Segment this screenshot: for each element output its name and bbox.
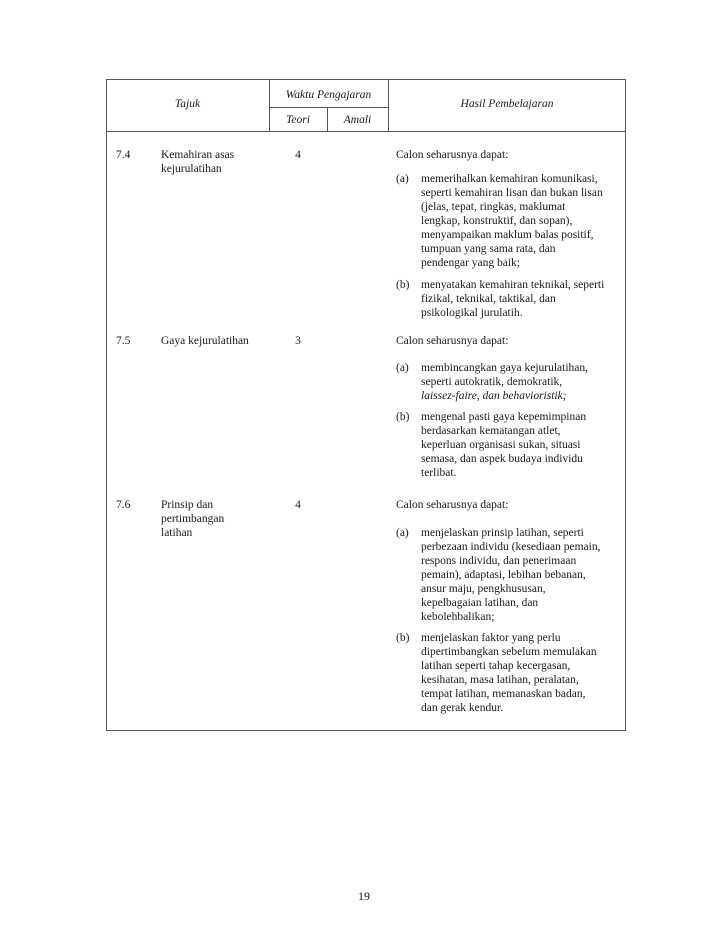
outcome-line: lengkap, konstruktif, dan sopan), <box>421 215 573 227</box>
outcome-line: psikologikal jurulatih. <box>421 307 523 319</box>
outcome-label: (b) <box>396 632 410 644</box>
row-title-line: Gaya kejurulatihan <box>161 335 249 347</box>
header-teori: Teori <box>286 114 310 126</box>
outcome-line: dipertimbangkan sebelum memulakan <box>421 646 597 658</box>
row-number: 7.6 <box>116 499 131 511</box>
outcome-line: perbezaan individu (kesediaan pemain, <box>421 541 601 553</box>
outcome-line: kebolehbalikan; <box>421 611 495 623</box>
row-number: 7.5 <box>116 335 131 347</box>
outcome-line: dan gerak kendur. <box>421 702 504 714</box>
row-teori: 3 <box>295 335 301 347</box>
outcome-line: pendengar yang baik; <box>421 257 520 269</box>
outcome-line: menjelaskan faktor yang perlu <box>421 632 561 644</box>
header-subrule <box>269 107 388 108</box>
outcome-line: tempat latihan, memanaskan badan, <box>421 688 586 700</box>
outcome-label: (b) <box>396 279 410 291</box>
outcome-text <box>421 631 597 715</box>
row-teori: 4 <box>295 149 301 161</box>
header-waktu-pengajaran: Waktu Pengajaran <box>285 89 372 101</box>
row-intro: Calon seharusnya dapat: <box>396 499 509 511</box>
outcome-text <box>421 361 588 403</box>
outcome-line: menyatakan kemahiran teknikal, seperti <box>421 279 605 291</box>
row-title-line: latihan <box>161 527 193 539</box>
outcome-line: ansur maju, pengkhususan, <box>421 583 546 595</box>
outcome-text <box>421 278 604 320</box>
row-title-line: pertimbangan <box>161 513 225 525</box>
row-title-line: Kemahiran asas <box>161 149 235 161</box>
outcome-line: kepelbagaian latihan, dan <box>421 597 539 609</box>
outcome-line: respons individu, dan penerimaan <box>421 555 577 567</box>
outcome-line: mengenal pasti gaya kepemimpinan <box>421 411 587 423</box>
outcome-line: terlibat. <box>421 467 457 479</box>
outcome-line: fizikal, teknikal, taktikal, dan <box>421 293 556 305</box>
outcome-label: (a) <box>396 173 409 185</box>
outcome-line: menjelaskan prinsip latihan, seperti <box>421 527 584 539</box>
page-number: 19 <box>358 889 370 903</box>
outcome-line: berdasarkan kematangan atlet, <box>421 425 561 437</box>
outcome-line: tumpuan yang sama rata, dan <box>421 243 556 255</box>
header-amali: Amali <box>343 114 372 126</box>
outcome-line: seperti kemahiran lisan dan bukan lisan <box>421 187 603 199</box>
outcome-text <box>421 172 603 270</box>
outcome-line: membincangkan gaya kejurulatihan, <box>421 362 589 374</box>
outcome-line: laissez-faire, dan behavioristik; <box>421 390 567 402</box>
outcome-label: (b) <box>396 411 410 423</box>
outcome-text <box>421 410 586 480</box>
outcome-line: keperluan organisasi sukan, situasi <box>421 439 581 451</box>
row-number: 7.4 <box>116 149 131 161</box>
row-intro: Calon seharusnya dapat: <box>396 149 509 161</box>
outcome-line: (jelas, tepat, ringkas, maklumat <box>421 201 566 213</box>
outcome-line: latihan seperti tahap kecergasan, <box>421 660 571 672</box>
row-title-line: Prinsip dan <box>161 499 214 511</box>
row-teori: 4 <box>295 499 301 511</box>
outcome-line: kesihatan, masa latihan, peralatan, <box>421 674 579 686</box>
outcome-line: seperti autokratik, demokratik, <box>421 376 563 388</box>
row-title-line: kejurulatihan <box>161 163 222 175</box>
outcome-label: (a) <box>396 362 409 374</box>
header-hasil-pembelajaran: Hasil Pembelajaran <box>460 98 554 110</box>
outcome-label: (a) <box>396 527 409 539</box>
outcome-line: pemain), adaptasi, lebihan bebanan, <box>421 569 586 581</box>
header-tajuk: Tajuk <box>174 98 201 110</box>
row-intro: Calon seharusnya dapat: <box>396 335 509 347</box>
outcome-line: memerihalkan kemahiran komunikasi, <box>421 173 598 185</box>
header-bottom-rule <box>106 131 626 132</box>
outcome-line: menyampaikan maklum balas positif, <box>421 229 594 241</box>
outcome-line: semasa, dan aspek budaya individu <box>421 453 583 465</box>
outcome-text <box>421 526 600 624</box>
